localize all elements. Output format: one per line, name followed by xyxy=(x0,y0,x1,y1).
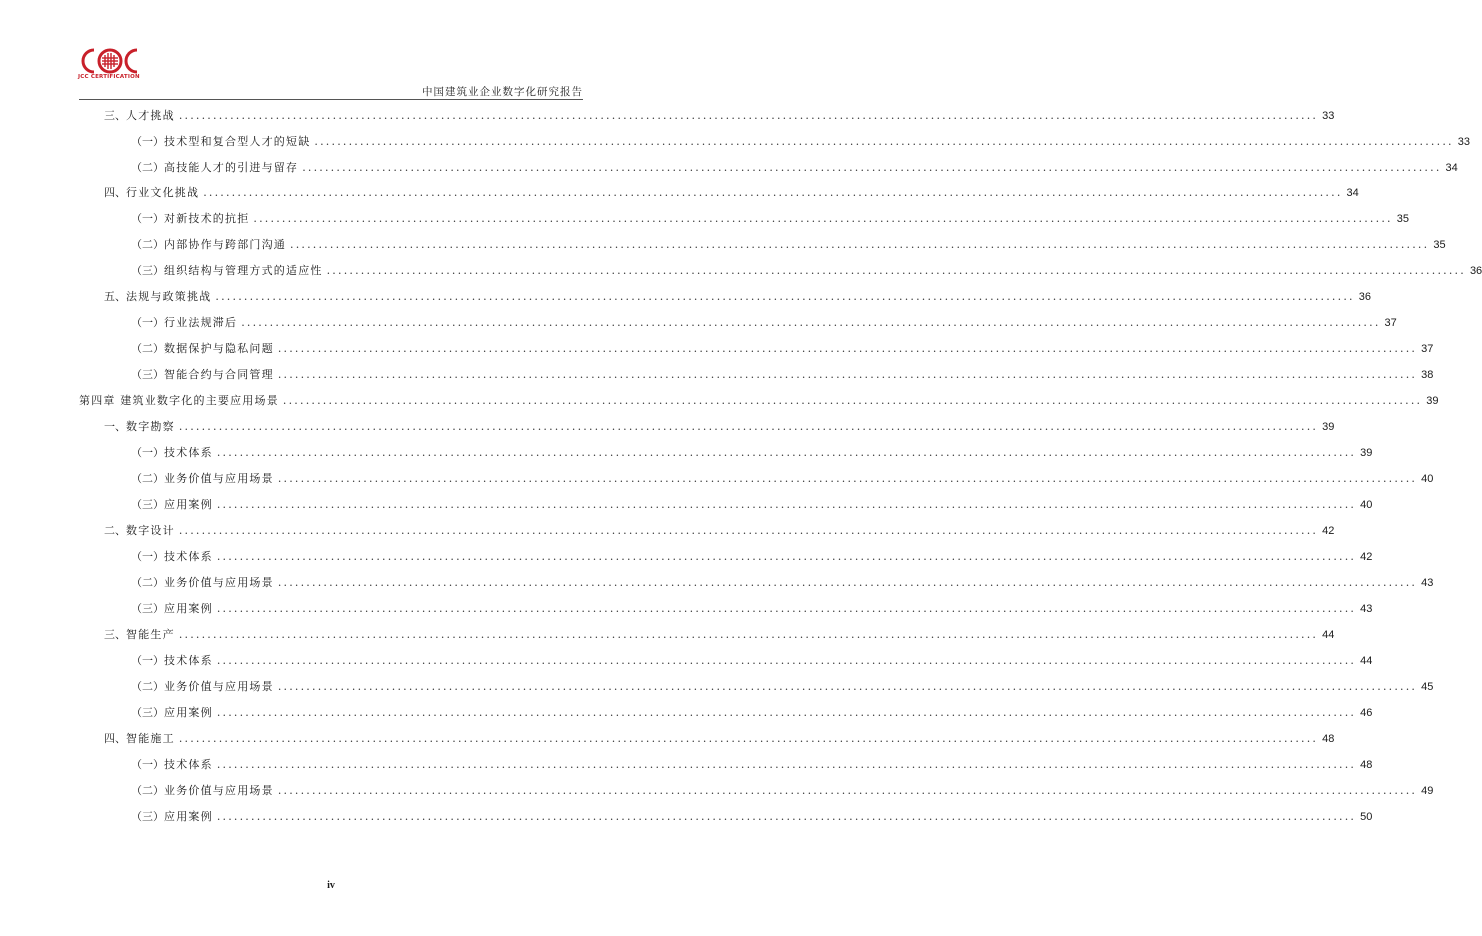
toc-entry-title: 数字设计 xyxy=(126,524,175,537)
toc-entry-page: 37 xyxy=(1384,317,1397,329)
toc-entry-title: 业务价值与应用场景 xyxy=(164,784,274,797)
toc-subsection-entry[interactable] xyxy=(131,263,1482,279)
toc-entry-number: （二） xyxy=(131,342,164,355)
logo-text: JCC CERTIFICATION xyxy=(78,74,140,80)
toc-subsection-entry[interactable] xyxy=(131,679,1434,695)
toc-entry-number: （二） xyxy=(131,576,164,589)
toc-entry-page: 42 xyxy=(1360,551,1373,563)
toc-entry-page: 48 xyxy=(1360,759,1373,771)
toc-entry-page: 36 xyxy=(1358,291,1371,303)
toc-entry-title: 智能施工 xyxy=(126,732,175,745)
toc-entry-number: （三） xyxy=(131,810,164,823)
toc-subsection-entry[interactable] xyxy=(131,471,1434,487)
toc-entry-title: 应用案例 xyxy=(164,602,213,615)
toc-section-entry[interactable] xyxy=(104,523,1335,539)
dot-leader: ........................................................................................................................................................................................................ xyxy=(277,342,1418,355)
toc-entry-title: 内部协作与跨部门沟通 xyxy=(164,238,286,251)
dot-leader: ........................................................................................................................................................................................................ xyxy=(216,550,1357,563)
toc-entry-page: 35 xyxy=(1433,239,1446,251)
toc-entry-number: （三） xyxy=(131,706,164,719)
toc-entry-title: 行业文化挑战 xyxy=(126,186,200,199)
toc-entry-page: 37 xyxy=(1421,343,1434,355)
toc-entry-page: 33 xyxy=(1322,110,1335,122)
toc-entry-title: 智能生产 xyxy=(126,628,175,641)
toc-entry-number: （一） xyxy=(131,446,164,459)
dot-leader: ........................................................................................................................................................................................................ xyxy=(216,706,1357,719)
toc-subsection-entry[interactable] xyxy=(131,757,1373,773)
toc-entry-number: （三） xyxy=(131,264,164,277)
toc-entry-number: 二、 xyxy=(104,524,126,537)
toc-entry-number: （三） xyxy=(131,368,164,381)
toc-subsection-entry[interactable] xyxy=(131,783,1434,799)
toc-entry-number: （三） xyxy=(131,498,164,511)
toc-entry-title: 业务价值与应用场景 xyxy=(164,472,274,485)
toc-entry-page: 35 xyxy=(1396,213,1409,225)
toc-entry-number: （一） xyxy=(131,550,164,563)
toc-subsection-entry[interactable] xyxy=(131,809,1373,825)
toc-entry-title: 数据保护与隐私问题 xyxy=(164,342,274,355)
toc-entry-number: （二） xyxy=(131,472,164,485)
dot-leader: ........................................................................................................................................................................................................ xyxy=(302,161,1442,174)
toc-entry-number: （一） xyxy=(131,758,164,771)
toc-entry-number: （一） xyxy=(131,135,164,148)
toc-entry-page: 36 xyxy=(1469,265,1482,277)
toc-entry-title: 组织结构与管理方式的适应性 xyxy=(164,264,323,277)
toc-entry-page: 45 xyxy=(1421,681,1434,693)
toc-entry-title: 应用案例 xyxy=(164,810,213,823)
running-title: 中国建筑业企业数字化研究报告 xyxy=(422,86,583,98)
toc-subsection-entry[interactable] xyxy=(131,315,1397,331)
toc-entry-page: 43 xyxy=(1360,603,1373,615)
toc-chapter-entry[interactable] xyxy=(79,393,1439,409)
dot-leader: ........................................................................................................................................................................................................ xyxy=(277,368,1418,381)
toc-subsection-entry[interactable] xyxy=(131,341,1434,357)
toc-entry-title: 第四章 建筑业数字化的主要应用场景 xyxy=(79,394,279,407)
toc-section-entry[interactable] xyxy=(104,108,1335,124)
dot-leader: ........................................................................................................................................................................................................ xyxy=(216,654,1357,667)
toc-entry-number: （二） xyxy=(131,238,164,251)
toc-entry-page: 49 xyxy=(1421,785,1434,797)
toc-entry-number: （二） xyxy=(131,784,164,797)
toc-subsection-entry[interactable] xyxy=(131,445,1373,461)
toc-entry-page: 40 xyxy=(1421,473,1434,485)
toc-entry-page: 39 xyxy=(1322,421,1335,433)
toc-section-entry[interactable] xyxy=(104,185,1359,201)
toc-subsection-entry[interactable] xyxy=(131,237,1446,253)
toc-entry-title: 高技能人才的引进与留存 xyxy=(164,161,299,174)
dot-leader: ........................................................................................................................................................................................................ xyxy=(277,784,1418,797)
toc-entry-number: 五、 xyxy=(104,290,126,303)
toc-entry-title: 技术体系 xyxy=(164,446,213,459)
toc-subsection-entry[interactable] xyxy=(131,549,1373,565)
toc-entry-page: 40 xyxy=(1360,499,1373,511)
toc-entry-title: 应用案例 xyxy=(164,706,213,719)
dot-leader: ........................................................................................................................................................................................................ xyxy=(216,446,1357,459)
toc-entry-page: 38 xyxy=(1421,369,1434,381)
dot-leader: ........................................................................................................................................................................................................ xyxy=(178,420,1319,433)
dot-leader: ........................................................................................................................................................................................................ xyxy=(326,264,1466,277)
toc-entry-page: 42 xyxy=(1322,525,1335,537)
toc-entry-number: （一） xyxy=(131,212,164,225)
dot-leader: ........................................................................................................................................................................................................ xyxy=(216,498,1357,511)
dot-leader: ........................................................................................................................................................................................................ xyxy=(178,628,1319,641)
toc-section-entry[interactable] xyxy=(104,419,1335,435)
toc-entry-number: （一） xyxy=(131,316,164,329)
toc-entry-page: 33 xyxy=(1457,136,1470,148)
toc-subsection-entry[interactable] xyxy=(131,653,1373,669)
header-divider xyxy=(79,99,583,100)
toc-subsection-entry[interactable] xyxy=(131,705,1373,721)
toc-entry-title: 业务价值与应用场景 xyxy=(164,576,274,589)
dot-leader: ........................................................................................................................................................................................................ xyxy=(277,680,1418,693)
toc-entry-number: 一、 xyxy=(104,420,126,433)
dot-leader: ........................................................................................................................................................................................................ xyxy=(314,135,1454,148)
dot-leader: ........................................................................................................................................................................................................ xyxy=(178,109,1319,122)
dot-leader: ........................................................................................................................................................................................................ xyxy=(241,316,1381,329)
toc-entry-title: 技术型和复合型人才的短缺 xyxy=(164,135,311,148)
toc-entry-page: 39 xyxy=(1426,395,1439,407)
toc-entry-title: 业务价值与应用场景 xyxy=(164,680,274,693)
toc-entry-title: 智能合约与合同管理 xyxy=(164,368,274,381)
dot-leader: ........................................................................................................................................................................................................ xyxy=(290,238,1430,251)
toc-entry-number: （二） xyxy=(131,161,164,174)
toc-entry-title: 行业法规滞后 xyxy=(164,316,238,329)
dot-leader: ........................................................................................................................................................................................................ xyxy=(216,810,1357,823)
toc-entry-page: 34 xyxy=(1346,187,1359,199)
toc-subsection-entry[interactable] xyxy=(131,601,1373,617)
toc-entry-title: 对新技术的抗拒 xyxy=(164,212,250,225)
toc-entry-number: 四、 xyxy=(104,732,126,745)
dot-leader: ........................................................................................................................................................................................................ xyxy=(253,212,1393,225)
toc-entry-title: 技术体系 xyxy=(164,758,213,771)
dot-leader: ........................................................................................................................................................................................................ xyxy=(203,186,1343,199)
toc-entry-page: 50 xyxy=(1360,811,1373,823)
toc-entry-title: 法规与政策挑战 xyxy=(126,290,212,303)
toc-entry-page: 43 xyxy=(1421,577,1434,589)
page-number: iv xyxy=(327,880,335,891)
toc-subsection-entry[interactable] xyxy=(131,134,1470,150)
dot-leader: ........................................................................................................................................................................................................ xyxy=(282,394,1423,407)
toc-entry-number: （一） xyxy=(131,654,164,667)
dot-leader: ........................................................................................................................................................................................................ xyxy=(277,576,1418,589)
toc-section-entry[interactable] xyxy=(104,731,1335,747)
toc-entry-page: 48 xyxy=(1322,733,1335,745)
toc-subsection-entry[interactable] xyxy=(131,211,1409,227)
dot-leader: ........................................................................................................................................................................................................ xyxy=(216,758,1357,771)
toc-subsection-entry[interactable] xyxy=(131,575,1434,591)
toc-subsection-entry[interactable] xyxy=(131,160,1458,176)
toc-entry-title: 数字勘察 xyxy=(126,420,175,433)
dot-leader: ........................................................................................................................................................................................................ xyxy=(215,290,1355,303)
toc-entry-number: 四、 xyxy=(104,186,126,199)
toc-entry-number: （三） xyxy=(131,602,164,615)
toc-entry-number: 三、 xyxy=(104,109,126,122)
toc-entry-title: 技术体系 xyxy=(164,550,213,563)
toc-entry-number: （二） xyxy=(131,680,164,693)
toc-entry-number: 三、 xyxy=(104,628,126,641)
toc-entry-title: 人才挑战 xyxy=(126,109,175,122)
toc-entry-page: 46 xyxy=(1360,707,1373,719)
dot-leader: ........................................................................................................................................................................................................ xyxy=(277,472,1418,485)
toc-entry-page: 44 xyxy=(1322,629,1335,641)
toc-section-entry[interactable] xyxy=(104,627,1335,643)
toc-subsection-entry[interactable] xyxy=(131,367,1434,383)
toc-subsection-entry[interactable] xyxy=(131,497,1373,513)
dot-leader: ........................................................................................................................................................................................................ xyxy=(178,732,1319,745)
toc-entry-page: 39 xyxy=(1360,447,1373,459)
dot-leader: ........................................................................................................................................................................................................ xyxy=(216,602,1357,615)
toc-entry-title: 应用案例 xyxy=(164,498,213,511)
toc-entry-title: 技术体系 xyxy=(164,654,213,667)
toc-section-entry[interactable] xyxy=(104,289,1371,305)
toc-entry-page: 44 xyxy=(1360,655,1373,667)
dot-leader: ........................................................................................................................................................................................................ xyxy=(178,524,1319,537)
toc-entry-page: 34 xyxy=(1445,162,1458,174)
